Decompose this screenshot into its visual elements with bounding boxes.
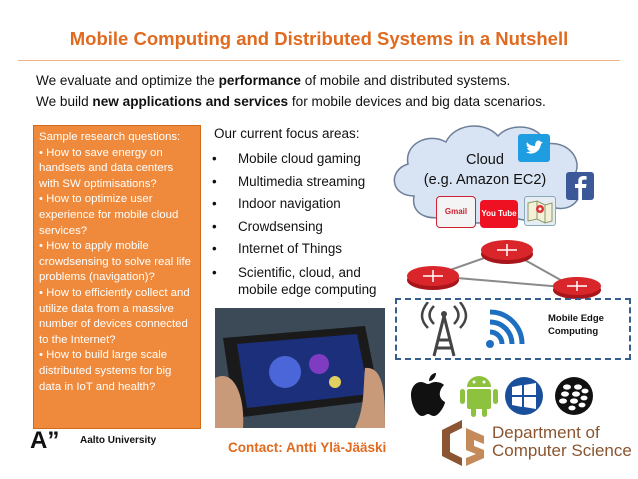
research-heading: Sample research questions:	[39, 131, 181, 143]
intro-bold-apps: new applications and services	[92, 94, 289, 109]
focus-list	[212, 148, 392, 298]
intro-line-1: We evaluate and optimize the performance of mobile and distributed systems.	[36, 73, 511, 88]
bullet-icon: •	[212, 173, 217, 189]
cs-department-logo-icon	[440, 420, 486, 466]
cloud-label: Cloud (e.g. Amazon EC2)	[423, 152, 547, 188]
router-icon	[481, 240, 533, 264]
apple-icon	[408, 372, 448, 418]
mobile-gaming-photo	[215, 308, 385, 428]
blackberry-icon	[554, 376, 594, 416]
research-item: • How to apply mobile crowdsensing to solve real life problems (navigation)?	[39, 240, 191, 284]
research-questions-box	[33, 125, 201, 429]
bullet-icon: •	[212, 218, 217, 234]
bullet-icon: •	[212, 264, 217, 280]
focus-item: • Internet of Things	[212, 238, 392, 261]
research-item: • How to build large scale distributed systems for big data in IoT and health?	[39, 349, 172, 393]
windows-phone-icon	[504, 376, 544, 416]
maps-icon	[524, 196, 556, 226]
focus-item: • Scientific, cloud, and mobile edge computing	[212, 264, 377, 297]
intro-line-2: We build new applications and services for mobile devices and big data scenarios.	[36, 94, 546, 109]
cell-tower-icon	[420, 302, 468, 358]
router-network	[395, 230, 615, 300]
mec-label: Mobile Edge Computing	[548, 313, 604, 337]
focus-item: • Multimedia streaming	[212, 171, 392, 194]
bullet-icon: •	[212, 241, 217, 257]
intro-bold-performance: performance	[218, 73, 301, 88]
research-item: • How to save energy on handsets and data centers with SW optimisations?	[39, 146, 174, 190]
title-divider	[18, 60, 620, 61]
router-icon	[407, 266, 459, 290]
cs-department-label: Department of Computer Science	[492, 423, 632, 460]
focus-item: • Crowdsensing	[212, 216, 392, 239]
gmail-icon: Gmail	[436, 196, 476, 228]
aalto-label: Aalto University	[80, 435, 157, 446]
wifi-icon	[484, 308, 526, 350]
facebook-icon	[566, 172, 594, 200]
intro-text	[36, 70, 626, 112]
slide-title: Mobile Computing and Distributed Systems in a Nutshell	[69, 28, 569, 49]
focus-heading: Our current focus areas:	[214, 126, 360, 141]
contact-text: Contact: Antti Ylä-Jääski	[228, 440, 387, 455]
youtube-icon: You Tube	[480, 200, 518, 228]
router-icon	[553, 277, 601, 299]
research-item: • How to efficiently collect and utilize data from a massive number of devices connected to the Internet?	[39, 286, 190, 346]
android-icon	[460, 372, 498, 418]
aalto-logo: A”	[30, 427, 60, 454]
research-item: • How to optimize user experience for mobile cloud services?	[39, 193, 179, 237]
twitter-icon	[518, 134, 550, 162]
focus-item: • Mobile cloud gaming	[212, 148, 392, 171]
focus-item: • Indoor navigation	[212, 193, 392, 216]
bullet-icon: •	[212, 196, 217, 212]
bullet-icon: •	[212, 151, 217, 166]
